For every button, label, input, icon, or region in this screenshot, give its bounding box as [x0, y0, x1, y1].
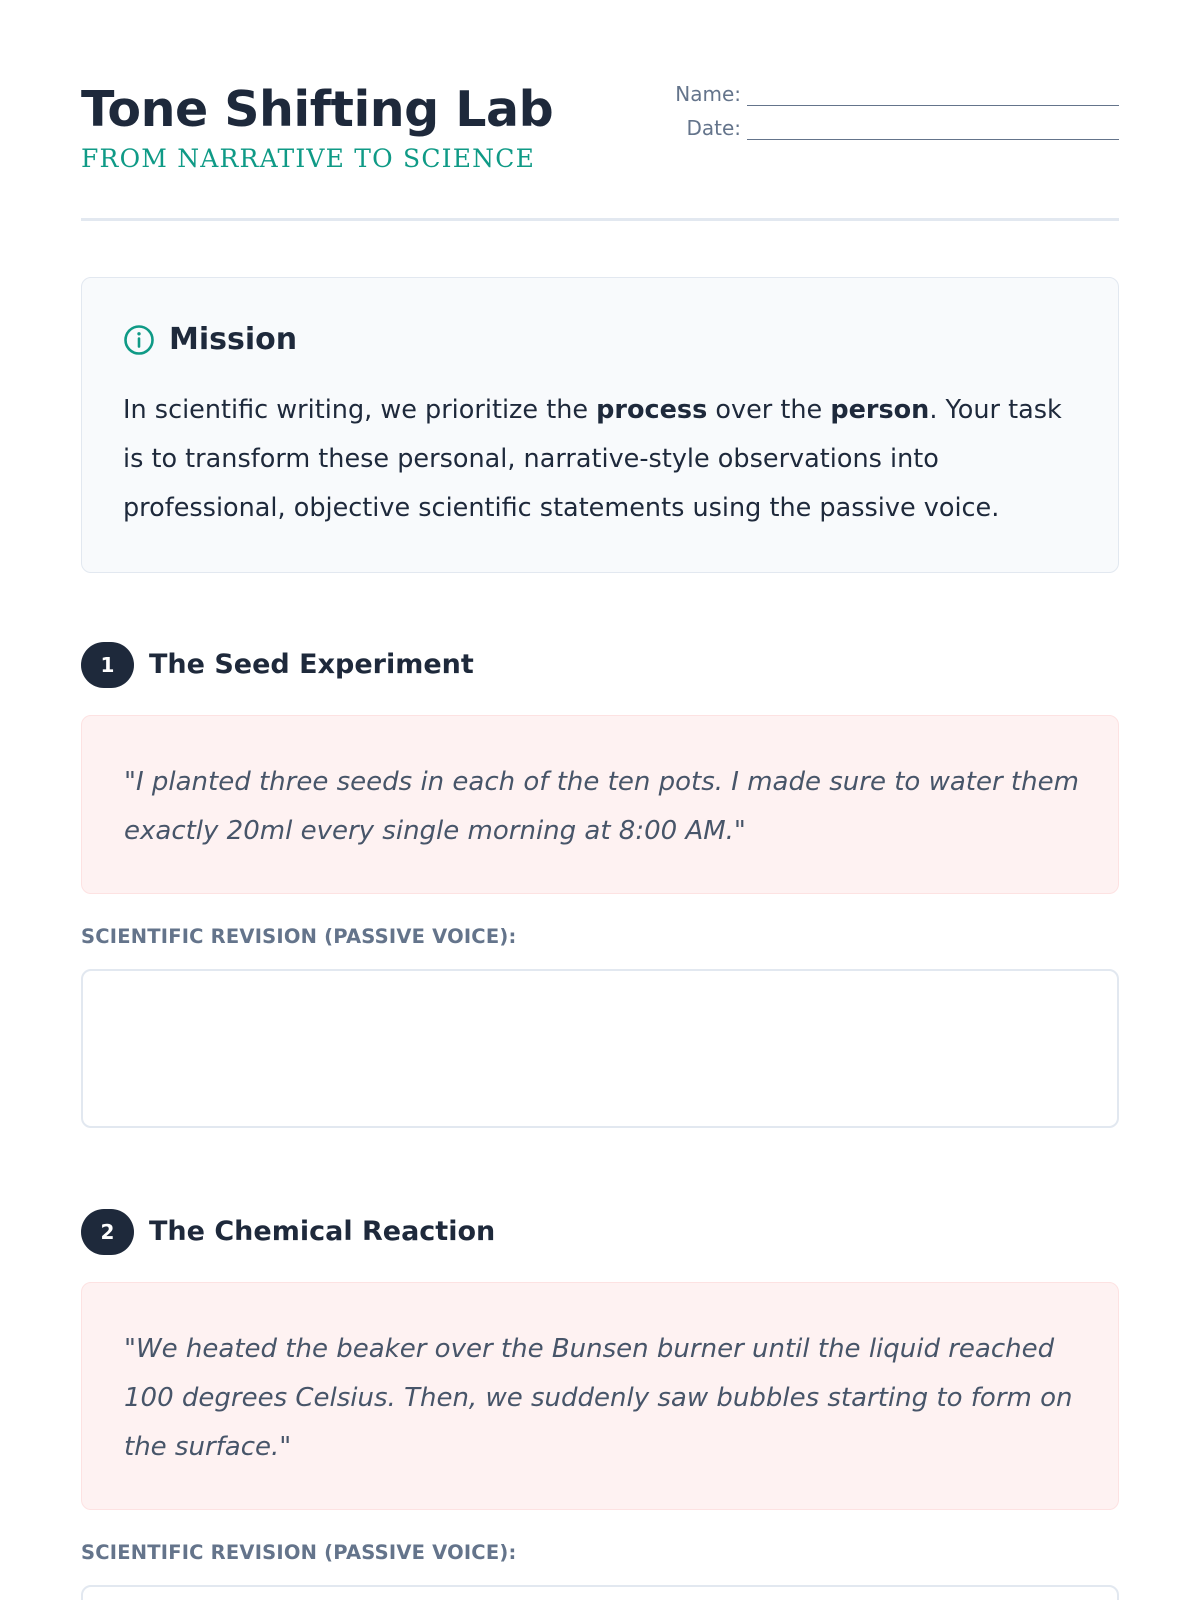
exercise-title: The Seed Experiment	[149, 649, 474, 680]
name-label: Name:	[675, 82, 741, 106]
mission-title: Mission	[169, 322, 298, 357]
page-title: Tone Shifting Lab	[81, 81, 554, 138]
mission-bold-person: person	[830, 395, 930, 425]
mission-text-part: over the	[707, 395, 831, 425]
name-blank-line[interactable]	[747, 88, 1119, 106]
mission-heading	[123, 322, 297, 358]
exercise-title: The Chemical Reaction	[149, 1216, 496, 1247]
revision-label: SCIENTIFIC REVISION (PASSIVE VOICE):	[81, 1541, 517, 1564]
name-field	[661, 82, 1119, 106]
exercise-heading	[81, 642, 474, 688]
mission-text-part: . Your task is to transform these personal, narrative-style observations into professional, objective scientific statements using the passive voice.	[123, 395, 1062, 523]
narrative-quote: "We heated the beaker over the Bunsen burner until the liquid reached 100 degrees Celsius. Then, we suddenly saw bubbles starting to form on the surface."	[124, 1334, 1073, 1462]
exercise-number-badge: 1	[81, 642, 134, 688]
date-blank-line[interactable]	[747, 122, 1119, 140]
date-label: Date:	[686, 116, 741, 140]
info-circle-icon	[123, 324, 155, 356]
mission-text	[123, 386, 1083, 533]
header-divider	[81, 218, 1119, 221]
mission-text-part: In scientific writing, we prioritize the	[123, 395, 597, 425]
revision-label: SCIENTIFIC REVISION (PASSIVE VOICE):	[81, 925, 517, 948]
date-field	[661, 116, 1119, 140]
narrative-quote: "I planted three seeds in each of the ten pots. I made sure to water them exactly 20ml every single morning at 8:00 AM."	[124, 767, 1079, 846]
mission-panel	[81, 277, 1119, 573]
narrative-quote-box	[81, 1282, 1119, 1510]
narrative-quote-box	[81, 715, 1119, 894]
mission-bold-process: process	[596, 395, 708, 425]
exercise-heading	[81, 1209, 495, 1255]
page-subtitle: FROM NARRATIVE TO SCIENCE	[81, 144, 536, 173]
revision-answer-box[interactable]	[81, 1585, 1119, 1600]
revision-answer-box[interactable]	[81, 969, 1119, 1128]
worksheet-header	[81, 76, 1119, 222]
exercise-number-badge: 2	[81, 1209, 134, 1255]
